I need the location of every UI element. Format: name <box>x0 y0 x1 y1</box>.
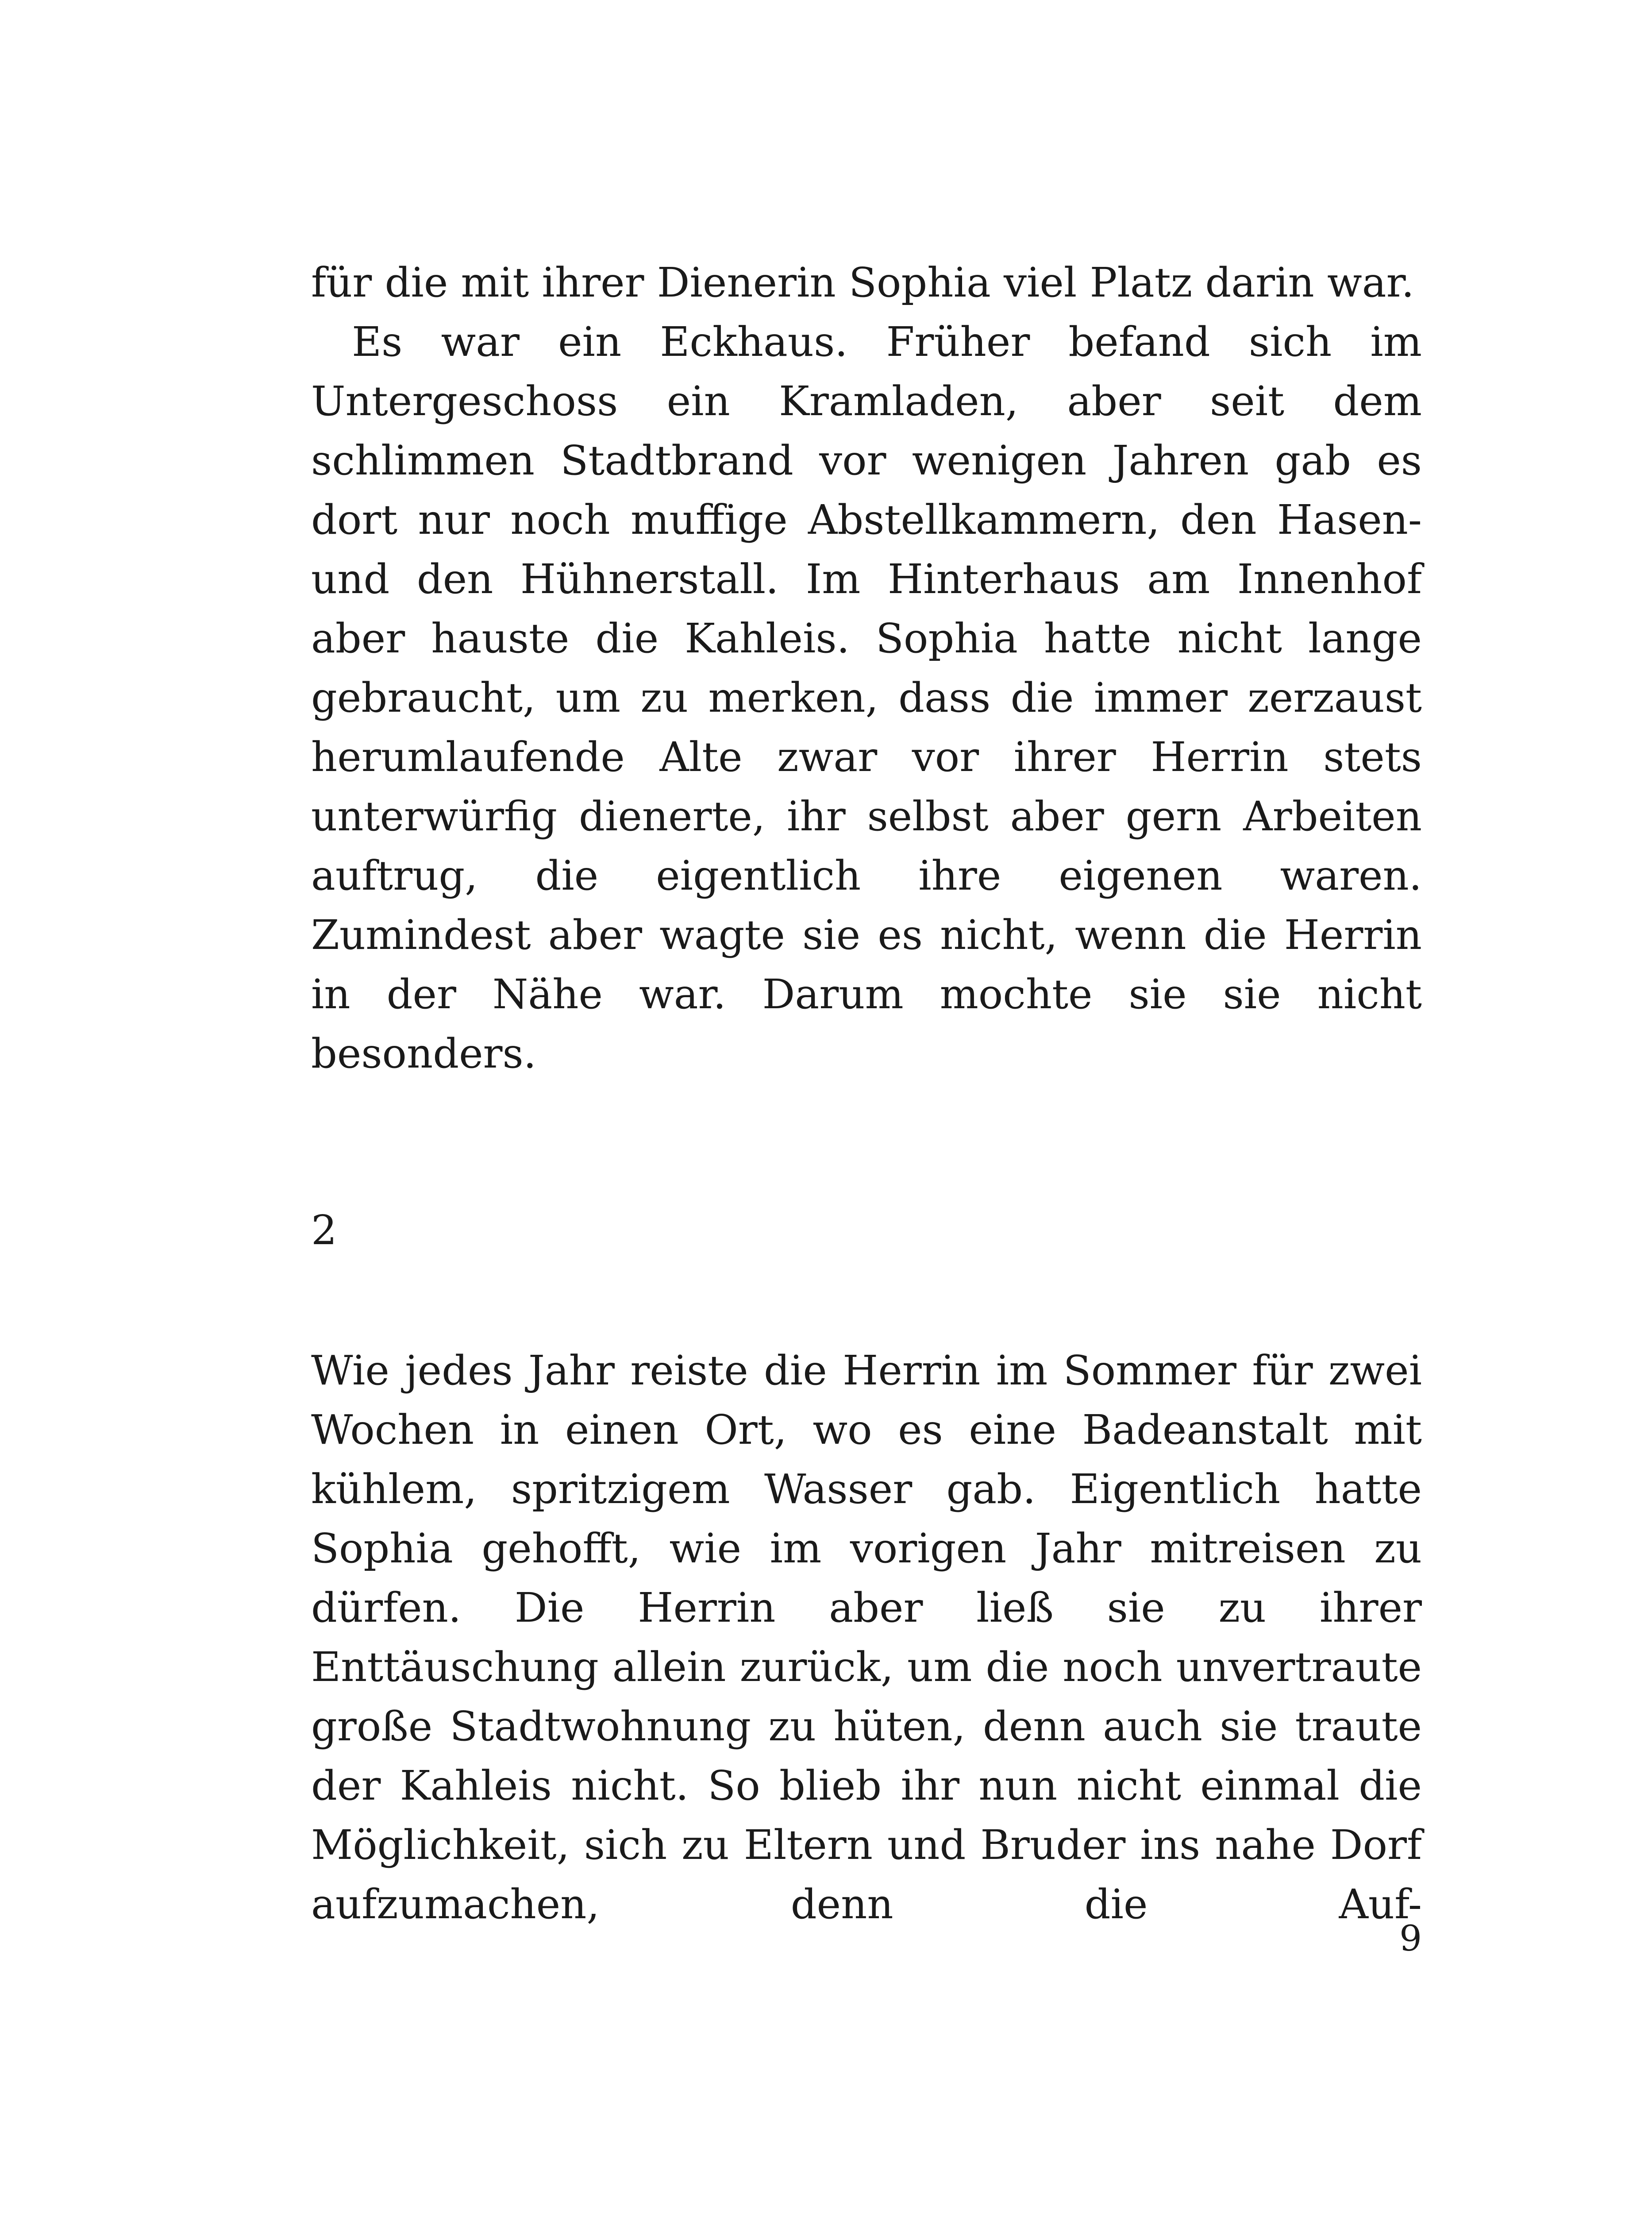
chapter-number: 2 <box>311 1207 337 1254</box>
paragraph: für die mit ihrer Dienerin Sophia viel Platz darin war. <box>311 259 1414 306</box>
paragraph: Es war ein Eckhaus. Früher befand sich im Untergeschoss ein Kramladen, aber seit dem schlimmen Stadtbrand vor wenigen Jahren gab es dort nur noch muffige Abstellkammern, den Hasen- und den Hühnerstall. Im Hinterhaus am Innenhof aber hauste die Kahleis. Sophia hatte nicht lange gebraucht, um zu merken, dass die immer zerzaust herumlaufende Alte zwar vor ihrer Herrin stets unterwürfig dienerte, ihr selbst aber gern Arbeiten auftrug, die eigentlich ihre eigenen waren. Zumindest aber wagte sie es nicht, wenn die Herrin in der Nähe war. Darum mochte sie sie nicht besonders. <box>311 318 1422 1077</box>
text-block-bottom <box>311 1341 1422 1934</box>
page-number: 9 <box>1399 1918 1422 1959</box>
text-block-top <box>311 253 1422 1083</box>
paragraph: Wie jedes Jahr reiste die Herrin im Sommer für zwei Wochen in einen Ort, wo es eine Badeanstalt mit kühlem, spritzigem Wasser gab. Eigentlich hatte Sophia gehofft, wie im vorigen Jahr mitreisen zu dürfen. Die Herrin aber ließ sie zu ihrer Enttäuschung allein zurück, um die noch unvertraute große Stadtwohnung zu hüten, denn auch sie traute der Kahleis nicht. So blieb ihr nun nicht einmal die Möglichkeit, sich zu Eltern und Bruder ins nahe Dorf aufzumachen, denn die Auf- <box>311 1347 1422 1928</box>
